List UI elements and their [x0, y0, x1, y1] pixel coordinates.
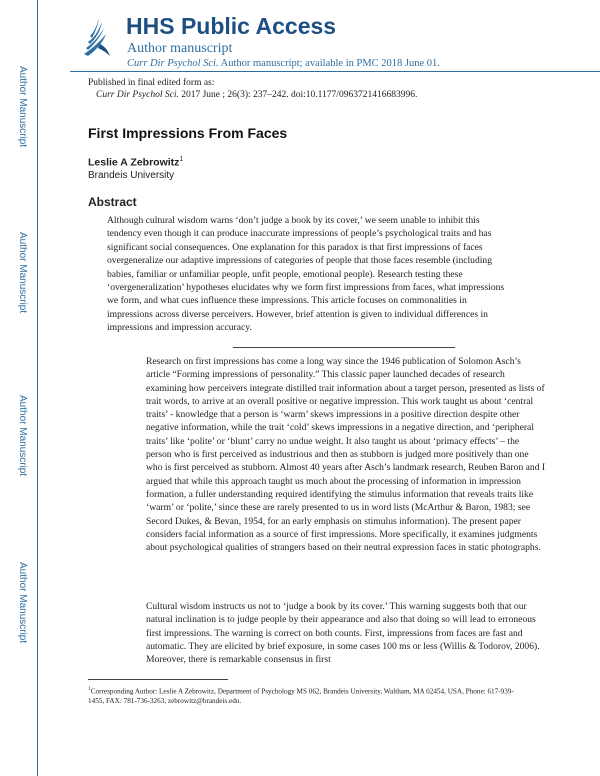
citation-details: 2017 June ; 26(3): 237–242. doi:10.1177/0963721416683996. [178, 90, 418, 100]
sidebar-divider [37, 0, 38, 776]
footnote [88, 684, 518, 706]
footnote-rule [88, 679, 228, 680]
sidebar-label-2: Author Manuscript [17, 232, 28, 314]
author-name [88, 156, 183, 169]
footnote-marker: 1 [88, 686, 91, 692]
journal-abbrev: Curr Dir Psychol Sci. [127, 58, 219, 69]
author-manuscript-subtitle: Author manuscript [127, 41, 233, 56]
availability-text: Author manuscript; available in PMC 2018 June 01. [218, 58, 440, 69]
sidebar-label-4: Author Manuscript [17, 562, 28, 644]
author-affiliation: Brandeis University [88, 170, 175, 181]
abstract-divider [233, 347, 455, 348]
published-in-label: Published in final edited form as: [88, 78, 215, 88]
sidebar-label-1: Author Manuscript [17, 66, 28, 148]
hhs-public-access-title: HHS Public Access [126, 13, 337, 39]
header-rule [70, 71, 600, 72]
sidebar-label-3: Author Manuscript [17, 395, 28, 477]
citation-line [96, 90, 417, 100]
author-name-text: Leslie A Zebrowitz [88, 156, 180, 169]
abstract-text: Although cultural wisdom warns ‘don’t judge a book by its cover,’ we seem unable to inhibit this tendency even though it can produce inaccurate impressions of people’s psychological traits and has significant social consequences. One explanation for this paradox is that first impressions of faces overgeneralize our adaptive impressions of categories of people that those faces resemble (including babies, familiar or unfamiliar people, unfit people, emotional people). Research testing these ‘overgeneralization’ hypotheses elucidates why we form first impressions from faces, what impressions we form, and what cues influence these impressions. This article focuses on commonalities in impressions across diverse perceivers. However, brief attention is given to individual differences in impressions and impression accuracy. [107, 215, 505, 334]
body-paragraph-2: Cultural wisdom instructs us not to ‘judge a book by its cover.’ This warning suggests both that our natural inclination is to judge people by their appearance and also that doing so will lead to erroneous first impressions. The warning is correct on both counts. First, impressions from faces are fast and automatic. They are elicited by brief exposure, in some cases 100 ms or less (Willis & Todorov, 2006). Moreover, there is remarkable consensus in first [146, 601, 540, 666]
footnote-text: Corresponding Author: Leslie A Zebrowitz, Department of Psychology MS 062, Brandeis University, Waltham, MA 02454, USA, Phone: 617-939-1455, FAX: 781-736-3263, zebrowitz@brandeis.edu. [88, 687, 514, 706]
availability-line [127, 58, 440, 69]
citation-journal: Curr Dir Psychol Sci. [96, 90, 179, 100]
author-footnote-marker: 1 [179, 156, 184, 163]
body-paragraph-1: Research on first impressions has come a long way since the 1946 publication of Solomon Asch’s article “Forming impressions of personality.” This classic paper launched decades of research examining how perceivers integrate distilled trait information about a target person, presented as lists of trait words, to arrive at an overall positive or negative impression. This work taught us about ‘central traits’ - knowledge that a person is ‘warm’ skews impressions in a positive direction despite other negative information, while the trait ‘cold’ skews impressions in a negative direction, and ‘peripheral traits’ like ‘polite’ or ‘blunt’ carry no undue weight. It also taught us about ‘primacy effects’ – the person who is first perceived as industrious and then as stubborn is judged more positively than one who is first perceived as stubborn. Almost 40 years after Asch’s landmark research, Reuben Baron and I argued that while this approach taught us much about the processing of information in impression formation, a fuller understanding required identifying the stimulus information that reveals traits like ‘warm’ or ‘polite,’ since these are rarely presented to us in word lists (McArthur & Baron, 1983; see Secord Dukes, & Bevan, 1954, for an early emphasis on stimulus information). The present paper considers facial information as a source of first impressions. More specifically, it examines judgments about psychological qualities of strangers based on their neutral expression faces in static photographs. [146, 356, 546, 554]
abstract-heading: Abstract [88, 195, 137, 209]
article-title: First Impressions From Faces [88, 125, 288, 141]
hhs-eagle-logo-icon [80, 14, 114, 60]
